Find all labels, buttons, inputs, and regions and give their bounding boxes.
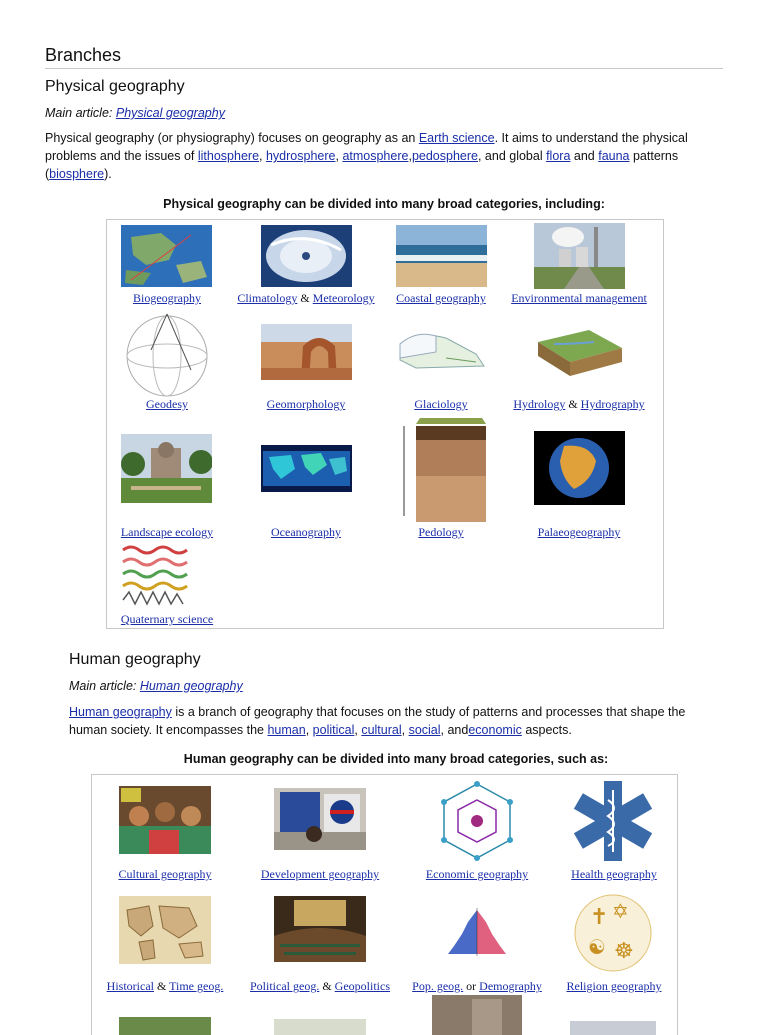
heading-physical-geography: Physical geography bbox=[45, 78, 185, 95]
link-geomorphology[interactable]: Geomorphology bbox=[266, 397, 346, 411]
text: , bbox=[408, 149, 412, 163]
link-oceanography[interactable]: Oceanography bbox=[271, 525, 341, 539]
link-political-geography[interactable]: Political geog. bbox=[250, 979, 320, 993]
transportation-geography-image[interactable] bbox=[274, 1019, 366, 1035]
text: , bbox=[305, 723, 313, 737]
pedology-image[interactable] bbox=[396, 416, 487, 522]
military-geography-image[interactable] bbox=[570, 1021, 656, 1035]
link-economic[interactable]: economic bbox=[468, 723, 522, 737]
geodesy-image[interactable] bbox=[121, 310, 213, 398]
caption-hydrology-hydrography bbox=[513, 397, 644, 412]
caption-geodesy bbox=[146, 397, 188, 412]
caption-cultural-geography bbox=[119, 867, 212, 882]
heading-divider bbox=[45, 68, 723, 69]
link-biosphere[interactable]: biosphere bbox=[49, 167, 105, 181]
caption-quaternary-science bbox=[121, 612, 213, 627]
historical-geography-image[interactable] bbox=[119, 896, 211, 964]
link-cultural[interactable]: cultural bbox=[361, 723, 402, 737]
link-human-geography-inline[interactable]: Human geography bbox=[69, 705, 172, 719]
link-biogeography[interactable]: Biogeography bbox=[133, 291, 201, 305]
oceanography-image[interactable] bbox=[261, 445, 352, 492]
coastal-geography-image[interactable] bbox=[396, 225, 487, 287]
ampersand: & bbox=[319, 979, 335, 993]
link-demography[interactable]: Demography bbox=[479, 979, 542, 993]
link-physical-geography[interactable]: Physical geography bbox=[115, 106, 225, 120]
link-landscape-ecology[interactable]: Landscape ecology bbox=[120, 525, 214, 539]
text: Physical geography (or physiography) focuses on geography as an bbox=[45, 131, 419, 145]
section-heading-branches: Branches bbox=[45, 45, 122, 65]
text: , bbox=[354, 723, 362, 737]
main-article-human bbox=[69, 679, 243, 693]
link-cultural-geography[interactable]: Cultural geography bbox=[118, 867, 212, 881]
link-social[interactable]: social bbox=[408, 723, 441, 737]
text: ( bbox=[45, 167, 50, 181]
link-coastal-geography[interactable]: Coastal geography bbox=[396, 291, 486, 305]
svg-text:✡: ✡ bbox=[612, 899, 629, 923]
environmental-management-image[interactable] bbox=[534, 223, 625, 289]
population-geography-image[interactable] bbox=[434, 902, 520, 959]
text: , bbox=[401, 723, 409, 737]
biogeography-image[interactable] bbox=[121, 225, 212, 287]
link-human-geography[interactable]: Human geography bbox=[139, 679, 243, 693]
main-article-physical bbox=[45, 106, 225, 120]
caption-economic-geography bbox=[426, 867, 528, 882]
link-time-geography[interactable]: Time geog. bbox=[169, 979, 224, 993]
link-hydrology[interactable]: Hydrology bbox=[513, 397, 566, 411]
svg-text:☸: ☸ bbox=[614, 939, 634, 964]
caption-religion-geography bbox=[567, 979, 662, 994]
heading-human-geography: Human geography bbox=[69, 651, 201, 668]
geomorphology-image[interactable] bbox=[261, 324, 352, 380]
caption-climatology-meteorology bbox=[237, 291, 374, 306]
link-development-geography[interactable]: Development geography bbox=[260, 867, 380, 881]
physical-gallery-title: Physical geography can be divided into many broad categories, including: bbox=[163, 197, 605, 211]
text: problems and the issues of bbox=[45, 149, 198, 163]
text: human society. It encompasses the bbox=[69, 723, 268, 737]
link-flora[interactable]: flora bbox=[546, 149, 571, 163]
link-geodesy[interactable]: Geodesy bbox=[146, 397, 188, 411]
landscape-ecology-image[interactable] bbox=[121, 434, 212, 503]
climatology-image[interactable] bbox=[261, 225, 352, 287]
urban-geography-image[interactable] bbox=[119, 1017, 211, 1035]
link-economic-geography[interactable]: Economic geography bbox=[425, 867, 529, 881]
ampersand: & bbox=[565, 397, 581, 411]
link-fauna[interactable]: fauna bbox=[598, 149, 630, 163]
human-gallery-title: Human geography can be divided into many broad categories, such as: bbox=[183, 752, 609, 766]
link-historical[interactable]: Historical bbox=[106, 979, 154, 993]
caption-geomorphology bbox=[267, 397, 346, 412]
link-pedosphere[interactable]: pedosphere bbox=[411, 149, 478, 163]
link-political[interactable]: political bbox=[312, 723, 355, 737]
link-atmosphere[interactable]: atmosphere bbox=[342, 149, 409, 163]
ampersand: & bbox=[297, 291, 313, 305]
ampersand: & bbox=[153, 979, 170, 993]
caption-landscape-ecology bbox=[121, 525, 213, 540]
link-glaciology[interactable]: Glaciology bbox=[414, 397, 468, 411]
caption-biogeography bbox=[133, 291, 201, 306]
link-population-geography[interactable]: Pop. geog. bbox=[412, 979, 464, 993]
or-separator: or bbox=[463, 979, 480, 993]
link-health-geography[interactable]: Health geography bbox=[571, 867, 657, 881]
text: is a branch of geography that focuses on the study of patterns and processes that shape the bbox=[171, 705, 686, 719]
health-geography-image[interactable] bbox=[570, 780, 656, 862]
physical-paragraph bbox=[45, 129, 725, 183]
text: . It aims to understand the physical bbox=[494, 131, 688, 145]
link-geopolitics[interactable]: Geopolitics bbox=[334, 979, 390, 993]
link-hydrosphere[interactable]: hydrosphere bbox=[265, 149, 336, 163]
development-geography-image[interactable] bbox=[274, 788, 366, 850]
economic-geography-image[interactable] bbox=[434, 780, 520, 862]
text: , and bbox=[440, 723, 469, 737]
human-gallery bbox=[91, 774, 678, 1035]
link-pedology[interactable]: Pedology bbox=[418, 525, 464, 539]
text: ). bbox=[104, 167, 112, 181]
svg-text:✝: ✝ bbox=[590, 905, 609, 930]
physical-gallery bbox=[106, 219, 664, 629]
quaternary-science-image[interactable] bbox=[121, 542, 212, 610]
text: , bbox=[259, 149, 266, 163]
caption-glaciology bbox=[414, 397, 467, 412]
link-quaternary-science[interactable]: Quaternary science bbox=[120, 612, 214, 626]
link-lithosphere[interactable]: lithosphere bbox=[197, 149, 260, 163]
link-climatology[interactable]: Climatology bbox=[237, 291, 298, 305]
svg-text:☯: ☯ bbox=[588, 935, 606, 959]
text: , bbox=[335, 149, 343, 163]
caption-pedology bbox=[418, 525, 463, 540]
caption-oceanography bbox=[271, 525, 341, 540]
human-paragraph bbox=[69, 703, 729, 739]
palaeogeography-image[interactable] bbox=[534, 431, 625, 505]
hydrology-image[interactable] bbox=[534, 324, 625, 380]
link-religion-geography[interactable]: Religion geography bbox=[566, 979, 662, 993]
link-meteorology[interactable]: Meteorology bbox=[312, 291, 375, 305]
text: , and global bbox=[477, 149, 547, 163]
link-palaeogeography[interactable]: Palaeogeography bbox=[537, 525, 621, 539]
glaciology-image[interactable] bbox=[396, 324, 487, 380]
text: aspects. bbox=[521, 723, 572, 737]
main-article-prefix: Main article: bbox=[45, 106, 116, 120]
cultural-geography-image[interactable] bbox=[119, 786, 211, 854]
caption-palaeogeography bbox=[538, 525, 621, 540]
political-geography-image[interactable] bbox=[274, 896, 366, 962]
text: patterns bbox=[629, 149, 679, 163]
link-human[interactable]: human bbox=[267, 723, 306, 737]
caption-coastal-geography bbox=[396, 291, 486, 306]
link-hydrography[interactable]: Hydrography bbox=[580, 397, 645, 411]
text: and bbox=[570, 149, 599, 163]
tourism-geography-image[interactable] bbox=[432, 995, 522, 1035]
main-article-prefix: Main article: bbox=[69, 679, 140, 693]
caption-development-geography bbox=[261, 867, 379, 882]
caption-population-demography bbox=[412, 979, 542, 994]
link-earth-science[interactable]: Earth science bbox=[418, 131, 495, 145]
caption-historical-time-geography bbox=[107, 979, 224, 994]
caption-environmental-management bbox=[511, 291, 647, 306]
religion-geography-image[interactable] bbox=[570, 892, 656, 974]
caption-health-geography bbox=[571, 867, 657, 882]
caption-political-geopolitics bbox=[250, 979, 390, 994]
link-environmental-management[interactable]: Environmental management bbox=[511, 291, 647, 305]
